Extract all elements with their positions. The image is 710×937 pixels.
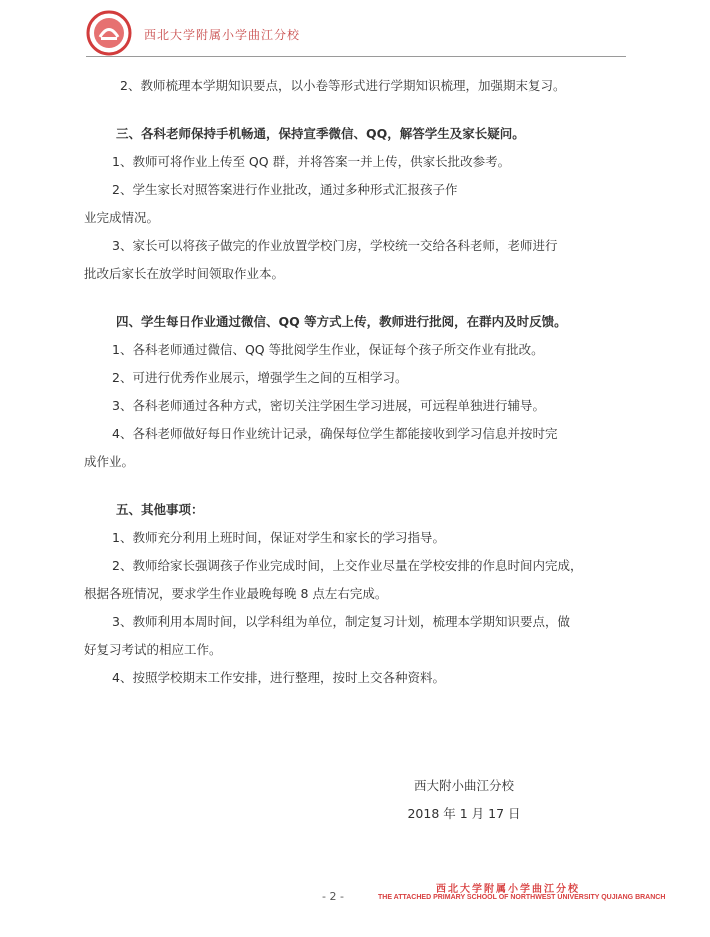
list-item: 3、教师利用本周时间，以学科组为单位，制定复习计划，梳理本学期知识要点，做 xyxy=(112,614,570,629)
footer-school-cn: 西北大学附属小学曲江分校 xyxy=(436,884,580,895)
signature-block xyxy=(384,772,544,828)
list-item: 3、各科老师通过各种方式，密切关注学困生学习进展，可远程单独进行辅导。 xyxy=(112,398,545,413)
list-item: 1、各科老师通过微信、QQ 等批阅学生作业，保证每个孩子所交作业有批改。 xyxy=(112,342,544,357)
section-heading-4: 四、学生每日作业通过微信、QQ 等方式上传，教师进行批阅，在群内及时反馈。 xyxy=(116,314,567,329)
school-seal-icon xyxy=(86,10,132,56)
list-item: 1、教师可将作业上传至 QQ 群，并将答案一并上传，供家长批改参考。 xyxy=(112,154,511,169)
signature-date: 2018 年 1 月 17 日 xyxy=(407,806,521,821)
page-footer xyxy=(318,876,666,912)
school-name: 西北大学附属小学曲江分校 xyxy=(144,28,301,42)
list-item-continuation: 批改后家长在放学时间领取作业本。 xyxy=(84,266,285,281)
section-heading-5: 五、其他事项： xyxy=(116,502,204,517)
document-body xyxy=(84,72,632,692)
list-item-continuation: 根据各班情况，要求学生作业最晚每晚 8 点左右完成。 xyxy=(84,586,388,601)
list-item-continuation: 成作业。 xyxy=(84,454,135,469)
list-item: 4、各科老师做好每日作业统计记录，确保每位学生都能接收到学习信息并按时完 xyxy=(112,426,558,441)
list-item: 1、教师充分利用上班时间，保证对学生和家长的学习指导。 xyxy=(112,530,445,545)
list-item: 3、家长可以将孩子做完的作业放置学校门房，学校统一交给各科老师，老师进行 xyxy=(112,238,558,253)
footer-school-en: THE ATTACHED PRIMARY SCHOOL OF NORTHWEST UNIVERSITY QUJIANG BRANCH xyxy=(378,894,666,901)
list-item: 4、按照学校期末工作安排，进行整理，按时上交各种资料。 xyxy=(112,670,445,685)
list-item-continuation: 好复习考试的相应工作。 xyxy=(84,642,222,657)
signature-org: 西大附小曲江分校 xyxy=(413,778,514,793)
list-item: 2、可进行优秀作业展示，增强学生之间的互相学习。 xyxy=(112,370,408,385)
header-divider xyxy=(86,56,626,57)
list-item-continuation: 业完成情况。 xyxy=(84,210,160,225)
section-heading-3: 三、各科老师保持手机畅通，保持宣季微信、QQ，解答学生及家长疑问。 xyxy=(116,126,525,141)
list-item: 2、学生家长对照答案进行作业批改，通过多种形式汇报孩子作 xyxy=(112,182,458,197)
list-item: 2、教师给家长强调孩子作业完成时间，上交作业尽量在学校安排的作息时间内完成， xyxy=(112,558,583,573)
letterhead xyxy=(86,10,626,56)
paragraph: 2、教师梳理本学期知识要点，以小卷等形式进行学期知识梳理，加强期末复习。 xyxy=(120,78,566,93)
page-number: - 2 - xyxy=(322,890,344,903)
